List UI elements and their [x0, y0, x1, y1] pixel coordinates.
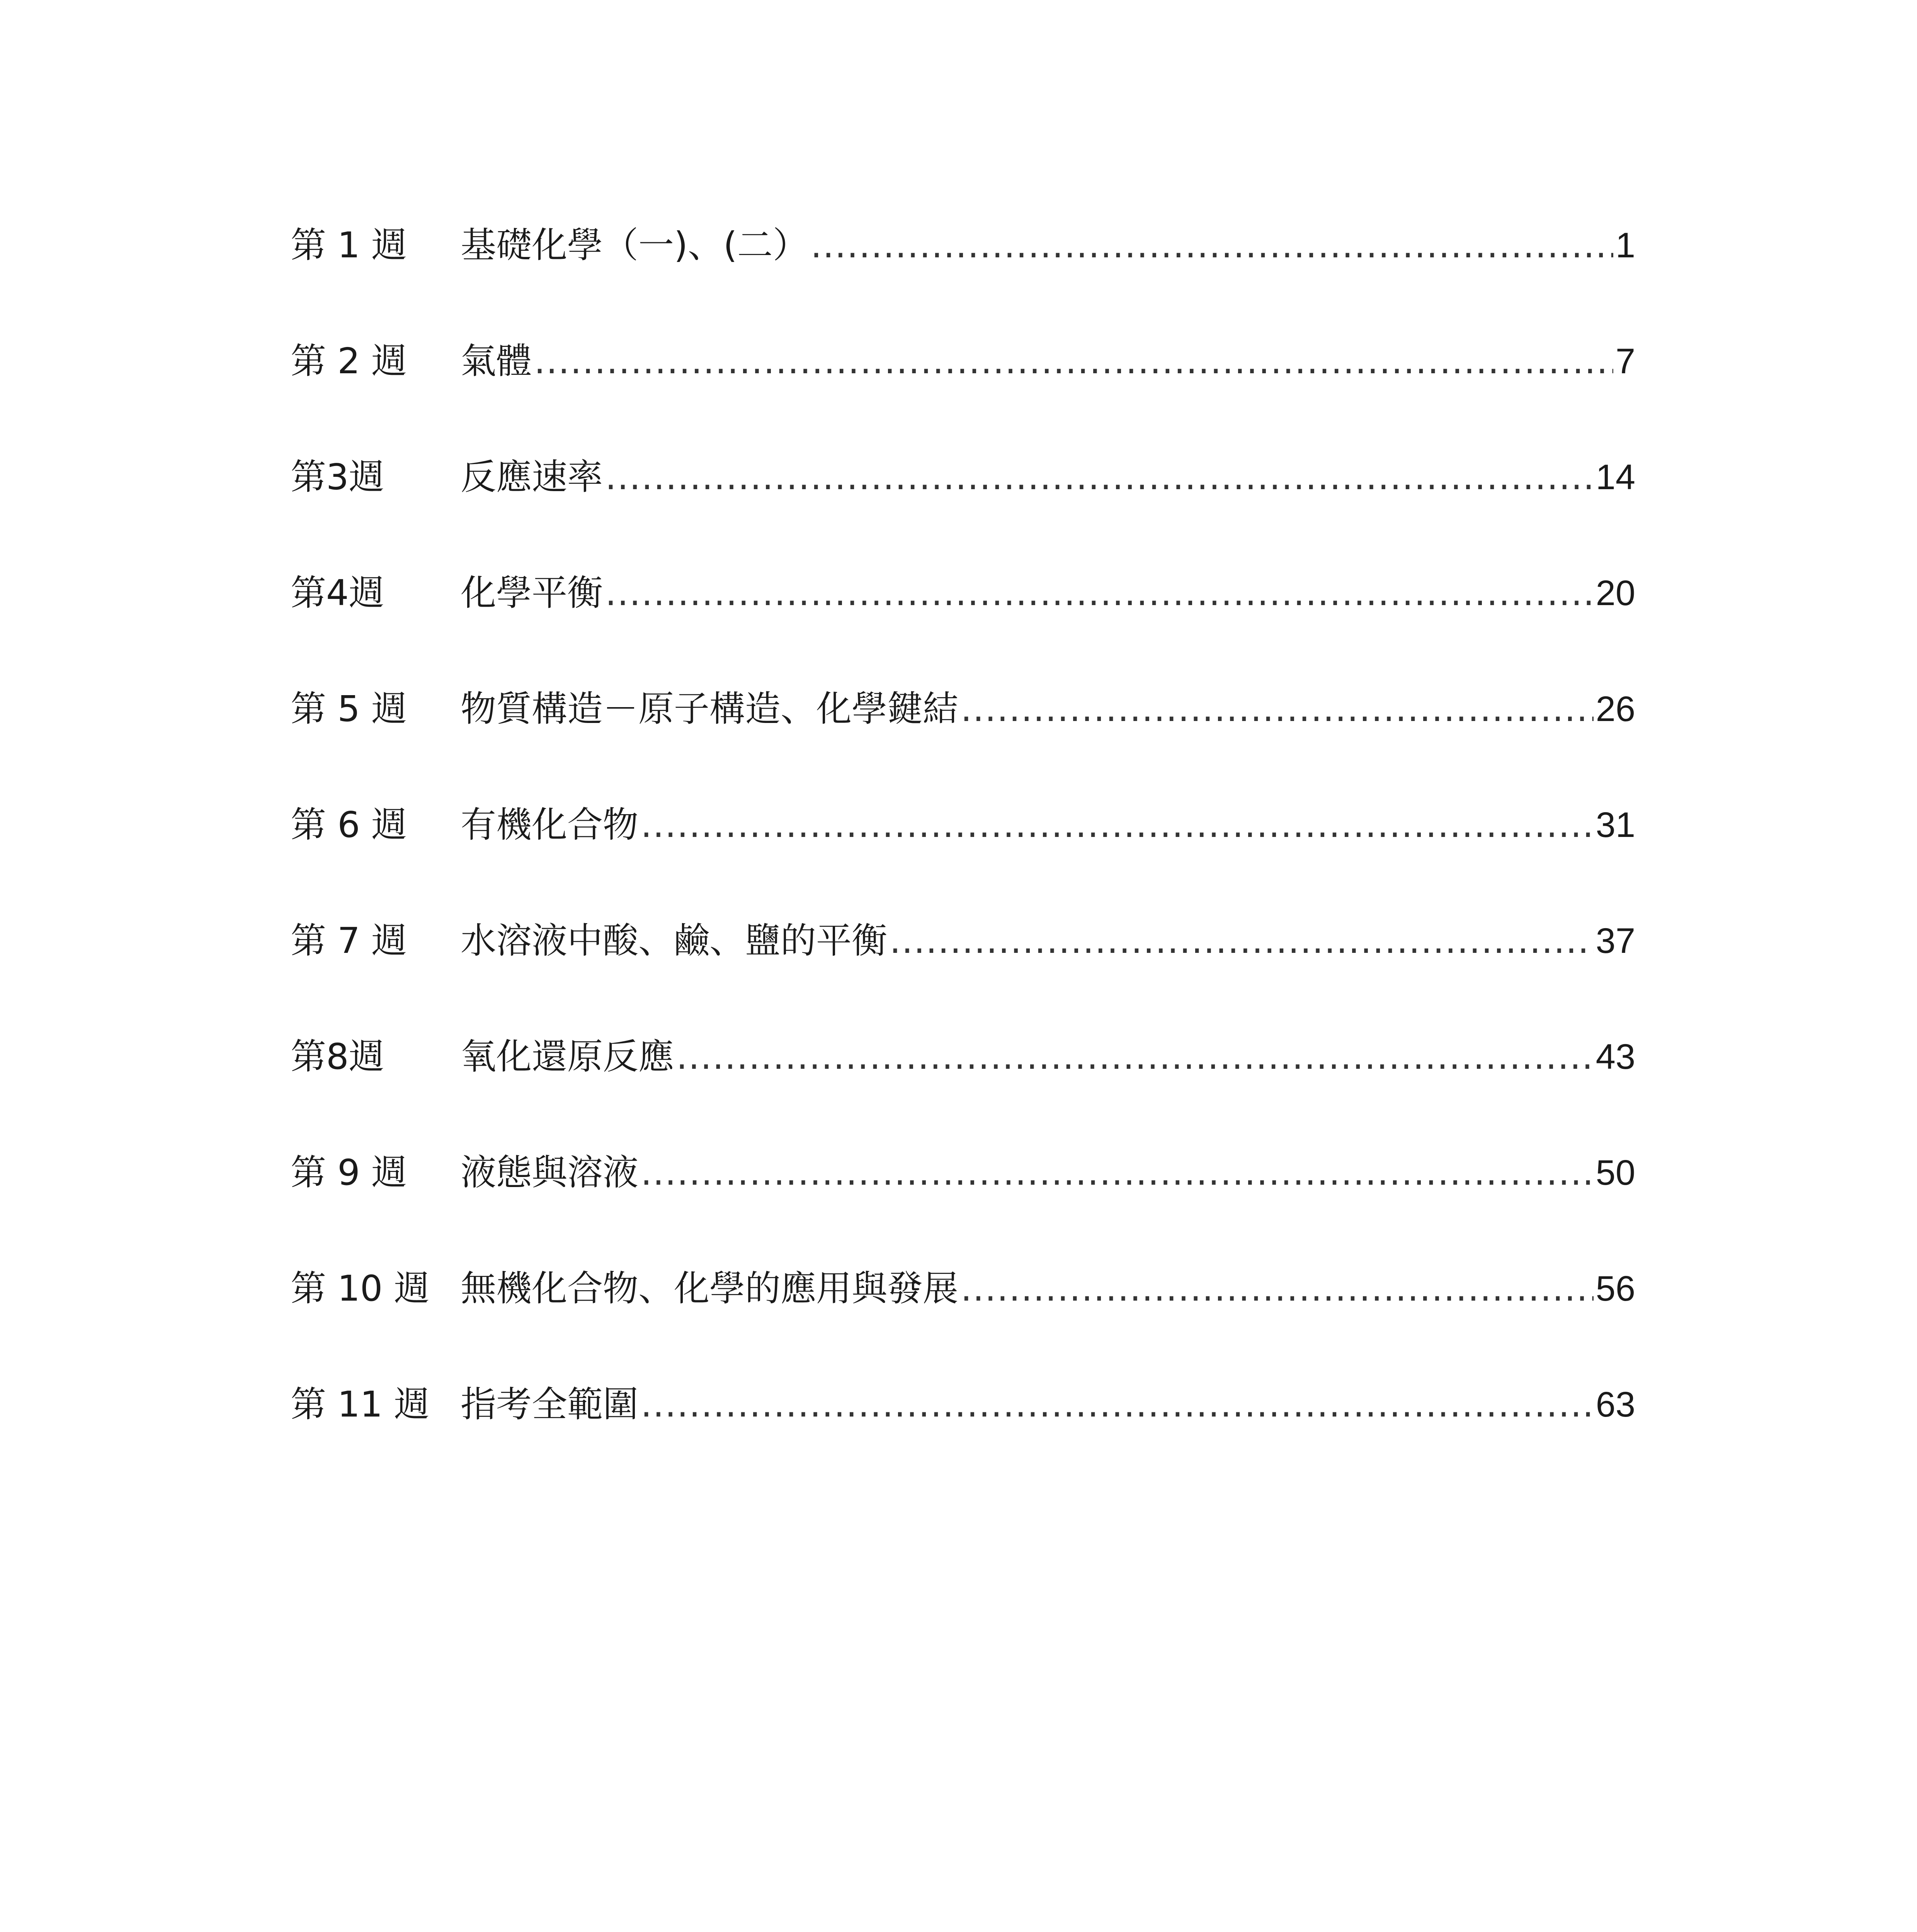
toc-page-number: 63 — [1596, 1385, 1635, 1424]
dot-leader — [605, 448, 1594, 506]
toc-page-number: 43 — [1596, 1037, 1635, 1077]
dot-leader — [534, 332, 1613, 390]
dot-leader — [641, 796, 1594, 854]
toc-week-label: 第 1 週 — [291, 224, 407, 266]
toc-page-number: 14 — [1596, 457, 1635, 497]
toc-topic: 反應速率 — [461, 456, 603, 498]
dot-leader — [641, 1144, 1594, 1202]
toc-page-number: 7 — [1615, 342, 1635, 381]
toc-week-label: 第4週 — [291, 572, 384, 614]
toc-week-label: 第 6 週 — [291, 804, 407, 845]
toc-week-label: 第 7 週 — [291, 920, 407, 961]
dot-leader — [961, 680, 1594, 738]
toc-entry-week-9[interactable] — [291, 1144, 1635, 1260]
toc-entry-week-6[interactable] — [291, 796, 1635, 912]
dot-leader — [961, 1260, 1594, 1318]
toc-page-number: 26 — [1596, 689, 1635, 729]
toc-week-label: 第 5 週 — [291, 688, 407, 730]
toc-entry-week-11[interactable] — [291, 1376, 1635, 1492]
dot-leader — [676, 1028, 1594, 1086]
toc-topic: 氣體 — [461, 340, 532, 382]
dot-leader — [605, 564, 1594, 622]
table-of-contents — [291, 216, 1635, 1492]
toc-week-label: 第 11 週 — [291, 1384, 430, 1425]
toc-entry-week-8[interactable] — [291, 1028, 1635, 1144]
toc-week-label: 第 9 週 — [291, 1152, 407, 1193]
toc-week-label: 第 2 週 — [291, 340, 407, 382]
toc-topic: 液態與溶液 — [461, 1152, 639, 1193]
toc-page-number: 56 — [1596, 1269, 1635, 1308]
toc-page-number: 20 — [1596, 573, 1635, 613]
toc-entry-week-7[interactable] — [291, 912, 1635, 1028]
toc-topic: 無機化合物、化學的應用與發展 — [461, 1268, 959, 1309]
toc-page-number: 50 — [1596, 1153, 1635, 1192]
toc-week-label: 第3週 — [291, 456, 384, 498]
toc-topic: 指考全範圍 — [461, 1384, 639, 1425]
dot-leader — [890, 912, 1594, 970]
toc-topic: 化學平衡 — [461, 572, 603, 614]
toc-topic: 水溶液中酸、鹼、鹽的平衡 — [461, 920, 888, 961]
toc-entry-week-4[interactable] — [291, 564, 1635, 680]
toc-entry-week-1[interactable] — [291, 216, 1635, 332]
toc-topic: 物質構造－原子構造、化學鍵結 — [461, 688, 959, 730]
toc-week-label: 第8週 — [291, 1036, 384, 1077]
toc-page-number: 37 — [1596, 921, 1635, 961]
toc-entry-week-3[interactable] — [291, 448, 1635, 564]
toc-page-number: 31 — [1596, 805, 1635, 845]
toc-topic: 氧化還原反應 — [461, 1036, 674, 1077]
toc-topic: 基礎化學（一)、(二） — [461, 224, 808, 266]
toc-entry-week-10[interactable] — [291, 1260, 1635, 1376]
toc-week-label: 第 10 週 — [291, 1268, 430, 1309]
toc-entry-week-2[interactable] — [291, 332, 1635, 448]
toc-topic: 有機化合物 — [461, 804, 639, 845]
toc-entry-week-5[interactable] — [291, 680, 1635, 796]
dot-leader — [641, 1376, 1594, 1434]
toc-page-number: 1 — [1615, 226, 1635, 265]
dot-leader — [811, 216, 1613, 274]
